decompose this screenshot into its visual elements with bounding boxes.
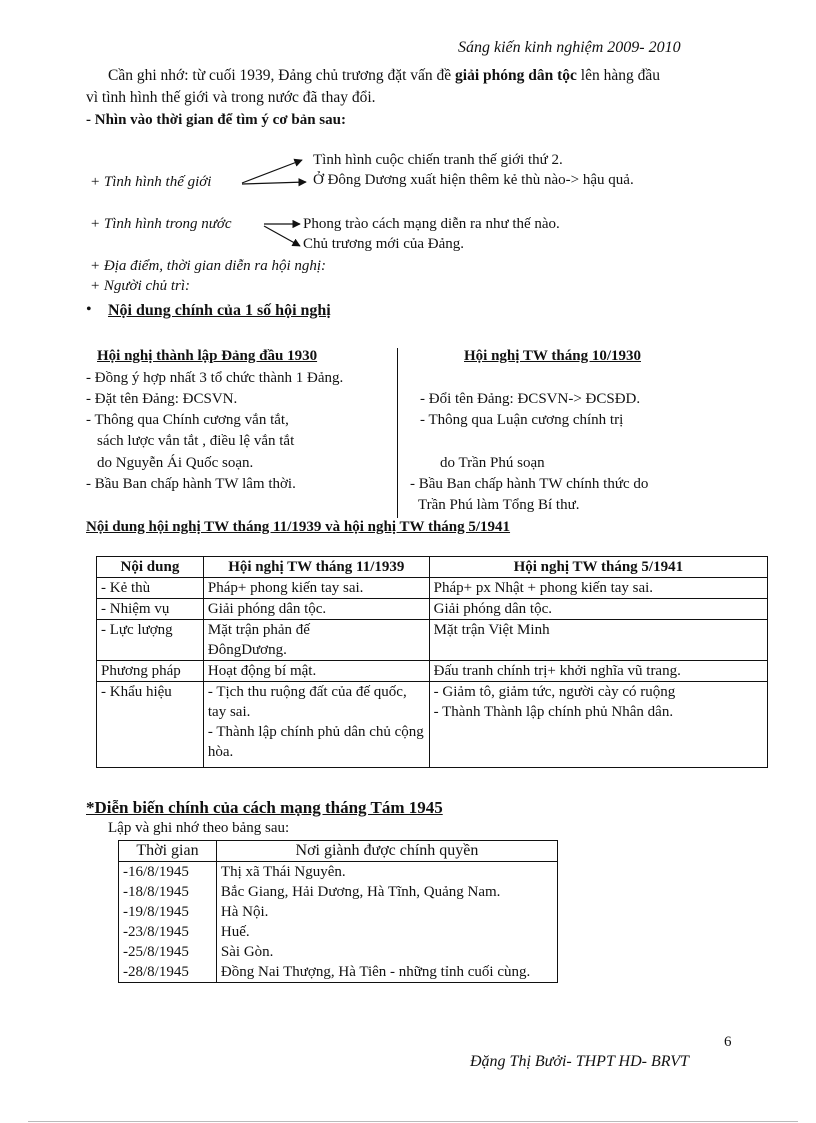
table-cell: Phương pháp (97, 661, 204, 682)
chair-item: + Người chủ trì: (90, 278, 191, 294)
table-row (119, 882, 558, 902)
page-header: Sáng kiến kinh nghiệm 2009- 2010 (458, 39, 681, 56)
date-cell: -16/8/1945 (119, 862, 217, 883)
page-bottom-rule (28, 1121, 798, 1122)
conf-1930-line: do Nguyễn Ái Quốc soạn. (97, 455, 254, 471)
table-cell: Mặt trận phản đế ĐôngDương. (203, 620, 429, 661)
table-row (97, 661, 768, 682)
place-cell: Bắc Giang, Hải Dương, Hà Tĩnh, Quảng Nam. (216, 882, 557, 902)
table-cell (429, 682, 767, 768)
column-divider (397, 348, 398, 518)
arrow-diagram (0, 0, 816, 300)
table-cell: Pháp+ px Nhật + phong kiến tay sai. (429, 578, 767, 599)
header-cell: Nơi giành được chính quyền (216, 841, 557, 862)
intro-text-end: lên hàng đầu (576, 67, 660, 84)
world-label: + Tình hình thế giới (90, 174, 212, 190)
conf-10-1930-line: - Đổi tên Đảng: ĐCSVN-> ĐCSĐD. (420, 391, 641, 407)
domestic-arrow-down (264, 226, 300, 246)
intro-line-2: vì tình hình thế giới và trong nước đã thay đổi. (86, 89, 376, 106)
main-heading-bullet: • (86, 301, 92, 318)
place-cell: Huế. (216, 922, 557, 942)
header-cell: Hội nghị TW tháng 11/1939 (203, 557, 429, 578)
table-row (97, 620, 768, 661)
table-cell: - Khẩu hiệu (97, 682, 204, 768)
conf-10-1930-line: Trần Phú làm Tổng Bí thư. (418, 497, 580, 513)
table-cell: Pháp+ phong kiến tay sai. (203, 578, 429, 599)
table-cell: Giải phóng dân tộc. (203, 599, 429, 620)
date-cell: -23/8/1945 (119, 922, 217, 942)
world-item-1: Tình hình cuộc chiến tranh thế giới thứ 2. (313, 152, 563, 168)
conf-1930-line: - Bầu Ban chấp hành TW lâm thời. (86, 476, 296, 492)
intro-text: Cần ghi nhớ: từ cuối 1939, Đảng chủ trương đặt vấn đề (108, 67, 456, 84)
conf-10-1930-title: Hội nghị TW tháng 10/1930 (464, 348, 641, 364)
world-arrow-right (242, 182, 306, 184)
domestic-label: + Tình hình trong nước (90, 216, 232, 232)
date-cell: -25/8/1945 (119, 942, 217, 962)
conf-1930-title: Hội nghị thành lập Đảng đầu 1930 (97, 348, 318, 364)
place-time-item: + Địa điểm, thời gian diễn ra hội nghị: (90, 258, 327, 274)
aug-subheading: Lập và ghi nhớ theo bảng sau: (108, 820, 290, 836)
table-cell: Đấu tranh chính trị+ khởi nghĩa vũ trang. (429, 661, 767, 682)
table-row (119, 862, 558, 883)
table-cell: - Kẻ thù (97, 578, 204, 599)
place-cell: Sài Gòn. (216, 942, 557, 962)
page-number: 6 (724, 1034, 732, 1050)
domestic-item-2: Chủ trương mới của Đảng. (303, 236, 465, 252)
table-row (119, 962, 558, 983)
world-arrow-up (242, 160, 302, 183)
table-cell: - Lực lượng (97, 620, 204, 661)
table-row (119, 942, 558, 962)
table-row (119, 902, 558, 922)
place-cell: Hà Nội. (216, 902, 557, 922)
table-header-row (97, 557, 768, 578)
table-cell (203, 682, 429, 768)
header-cell: Hội nghị TW tháng 5/1941 (429, 557, 767, 578)
compare-table (96, 556, 768, 768)
header-cell: Nội dung (97, 557, 204, 578)
table-row (97, 599, 768, 620)
conf-1930-line: sách lược vắn tắt , điều lệ vắn tắt (97, 433, 295, 449)
conf-10-1930-line: - Thông qua Luận cương chính trị (420, 412, 624, 428)
domestic-item-1: Phong trào cách mạng diễn ra như thế nào. (303, 216, 560, 232)
page-footer: Đặng Thị Bưởi- THPT HD- BRVT (470, 1053, 689, 1070)
conf-1930-line: - Đồng ý hợp nhất 3 tổ chức thành 1 Đảng. (86, 370, 344, 386)
conf-1930-line: - Đặt tên Đảng: ĐCSVN. (86, 391, 238, 407)
slogan-1941-line: - Thành Thành lập chính phủ Nhân dân. (433, 704, 674, 720)
table-cell: - Nhiệm vụ (97, 599, 204, 620)
date-cell: -19/8/1945 (119, 902, 217, 922)
slogan-1939-line: - Thành lập chính phủ dân chủ cộng hòa. (207, 724, 424, 760)
table-row (119, 922, 558, 942)
slogan-1941-line: - Giảm tô, giảm tức, người cày có ruộng (433, 684, 676, 700)
place-cell: Thị xã Thái Nguyên. (216, 862, 557, 883)
place-cell: Đồng Nai Thượng, Hà Tiên - những tỉnh cuối cùng. (216, 962, 557, 983)
world-item-2: Ở Đông Dương xuất hiện thêm kẻ thù nào-> hậu quả. (313, 172, 634, 188)
main-heading: Nội dung chính của 1 số hội nghị (108, 302, 331, 319)
slogan-1939-line: - Tịch thu ruộng đất của đế quốc, tay sai. (207, 684, 407, 720)
aug-heading: *Diễn biến chính của cách mạng tháng Tám 1945 (86, 798, 443, 817)
table-cell: Mặt trận Việt Minh (429, 620, 767, 661)
conf-10-1930-line: - Bầu Ban chấp hành TW chính thức do (410, 476, 649, 492)
table-row (97, 578, 768, 599)
intro-emphasis: giải phóng dân tộc (455, 67, 577, 84)
look-heading: - Nhìn vào thời gian để tìm ý cơ bản sau: (86, 112, 346, 128)
table-row (97, 682, 768, 768)
aug-table (118, 840, 558, 983)
table-header-row (119, 841, 558, 862)
conf-10-1930-line: do Trần Phú soạn (440, 455, 545, 471)
date-cell: -18/8/1945 (119, 882, 217, 902)
header-cell: Thời gian (119, 841, 217, 862)
table-cell: Hoạt động bí mật. (203, 661, 429, 682)
conf-1930-line: - Thông qua Chính cương vắn tắt, (86, 412, 289, 428)
table-cell: Giải phóng dân tộc. (429, 599, 767, 620)
compare-heading: Nội dung hội nghị TW tháng 11/1939 và hội nghị TW tháng 5/1941 (86, 519, 511, 535)
date-cell: -28/8/1945 (119, 962, 217, 983)
